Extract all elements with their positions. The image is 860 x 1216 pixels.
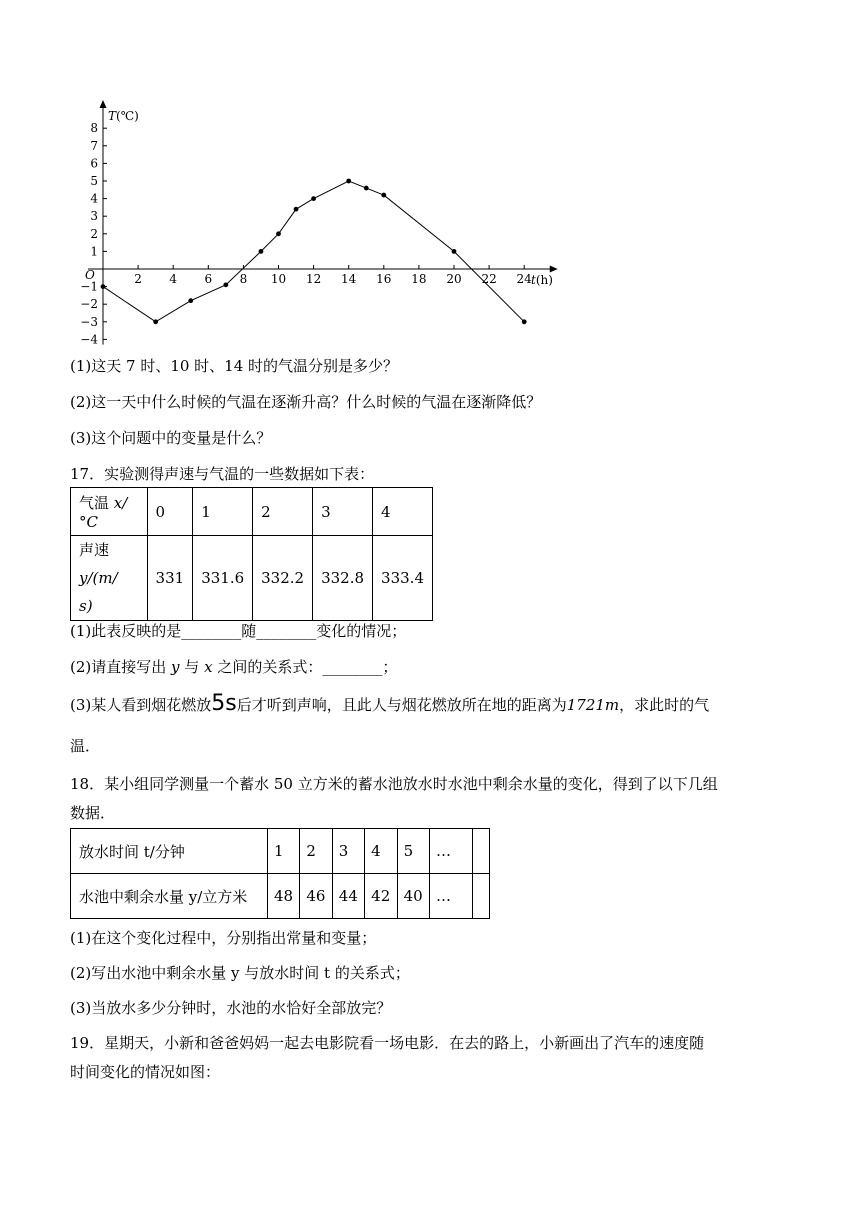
table-cell: … — [430, 829, 473, 874]
data-point — [259, 249, 264, 254]
y-tick-label: 2 — [90, 226, 98, 241]
data-point — [452, 249, 457, 254]
temperature-chart — [70, 98, 570, 358]
q17-table — [70, 487, 433, 621]
q18-part1: (1)在这个变化过程中，分别指出常量和变量； — [70, 929, 377, 947]
table-cell: 水池中剩余水量 y/立方米 — [71, 874, 268, 919]
table-cell: 331 — [147, 536, 193, 621]
table-cell: 2 — [253, 488, 313, 536]
table-cell: 声速 y/(m/ s) — [71, 536, 148, 621]
x-tick-label: 22 — [481, 272, 497, 286]
x-tick-label: 14 — [341, 272, 357, 286]
table-cell: 2 — [300, 829, 332, 874]
table-cell: 40 — [397, 874, 429, 919]
data-point — [101, 284, 106, 289]
temperature-line — [103, 181, 524, 322]
table-row — [71, 536, 433, 621]
table-cell: 5 — [397, 829, 429, 874]
table-row — [71, 488, 433, 536]
y-tick-label: 7 — [90, 138, 98, 153]
q16-part2: (2)这一天中什么时候的气温在逐渐升高？什么时候的气温在逐渐降低？ — [70, 393, 542, 411]
q16-part3: (3)这个问题中的变量是什么？ — [70, 429, 272, 447]
y-tick-label: −4 — [80, 332, 98, 347]
table-cell: … — [430, 874, 473, 919]
chart-ticks — [80, 121, 532, 346]
q18-stem-line2: 数据． — [70, 804, 116, 822]
y-axis-label: T(℃) — [108, 109, 139, 123]
y-tick-label: −3 — [80, 314, 98, 329]
data-point — [153, 319, 158, 324]
y-tick-label: 5 — [90, 174, 98, 188]
y-tick-label: 4 — [90, 191, 98, 206]
q17-part1: (1)此表反映的是________随________变化的情况； — [70, 622, 407, 640]
data-point — [381, 193, 386, 198]
table-cell: 1 — [268, 829, 300, 874]
q16-part1: (1)这天 7 时、10 时、14 时的气温分别是多少？ — [70, 357, 399, 375]
x-tick-label: 6 — [204, 272, 213, 286]
table-row — [71, 829, 490, 874]
data-point — [188, 298, 193, 303]
table-cell: 46 — [300, 874, 332, 919]
data-point — [276, 231, 281, 236]
data-point — [522, 319, 527, 324]
table-cell: 4 — [365, 829, 397, 874]
data-point — [346, 179, 351, 184]
table-row — [71, 874, 490, 919]
q18-table — [70, 828, 490, 919]
x-tick-label: 12 — [305, 272, 322, 286]
table-cell — [473, 874, 490, 919]
y-tick-label: −2 — [80, 297, 98, 312]
chart-axes — [88, 100, 558, 345]
x-tick-label: 16 — [376, 272, 392, 286]
q17-stem: 17．实验测得声速与气温的一些数据如下表： — [70, 465, 375, 483]
q19-stem-line1: 19．星期天，小新和爸爸妈妈一起去电影院看一场电影．在去的路上，小新画出了汽车的速度随 — [70, 1034, 705, 1052]
table-cell: 42 — [365, 874, 397, 919]
origin-label: O — [85, 268, 95, 282]
q19-stem-line2: 时间变化的情况如图： — [70, 1063, 221, 1081]
chart-series — [101, 179, 527, 325]
x-axis-arrow — [550, 266, 558, 273]
table-cell: 332.8 — [313, 536, 373, 621]
table-cell: 3 — [332, 829, 364, 874]
x-tick-label: 24 — [516, 272, 532, 286]
table-cell: 0 — [147, 488, 193, 536]
table-cell: 331.6 — [193, 536, 253, 621]
y-tick-label: 8 — [90, 121, 98, 136]
table-cell: 333.4 — [373, 536, 433, 621]
x-tick-label: 18 — [411, 272, 427, 286]
y-tick-label: 3 — [90, 209, 98, 224]
x-tick-label: 8 — [239, 272, 248, 286]
data-point — [223, 282, 228, 287]
data-point — [294, 207, 299, 212]
table-cell: 3 — [313, 488, 373, 536]
table-cell: 放水时间 t/分钟 — [71, 829, 268, 874]
x-tick-label: 20 — [446, 272, 462, 286]
data-point — [311, 196, 316, 201]
y-axis-arrow — [100, 100, 107, 108]
table-cell: 332.2 — [253, 536, 313, 621]
q18-part2: (2)写出水池中剩余水量 y 与放水时间 t 的关系式； — [70, 964, 410, 982]
table-cell: 4 — [373, 488, 433, 536]
x-tick-label: 4 — [169, 272, 178, 286]
y-tick-label: 6 — [90, 156, 98, 171]
table-cell: 1 — [193, 488, 253, 536]
x-axis-label: t(h) — [531, 273, 553, 287]
x-tick-label: 2 — [134, 272, 142, 286]
table-cell — [473, 829, 490, 874]
table-cell: 48 — [268, 874, 300, 919]
q17-part3-cont: 温． — [70, 737, 101, 755]
q18-stem-line1: 18．某小组同学测量一个蓄水 50 立方米的蓄水池放水时水池中剩余水量的变化，得到了以下几组 — [70, 775, 718, 793]
q18-part3: (3)当放水多少分钟时，水池的水恰好全部放完？ — [70, 999, 392, 1017]
q17-part3: (3)某人看到烟花燃放5s后才听到声响，且此人与烟花燃放所在地的距离为1721m，求此时的气 — [70, 691, 710, 716]
y-tick-label: 1 — [90, 244, 98, 259]
x-tick-label: 10 — [270, 272, 287, 286]
table-cell: 44 — [332, 874, 364, 919]
table-cell: 气温 x/°C — [71, 488, 148, 536]
data-point — [364, 186, 369, 191]
q17-part2: (2)请直接写出 y 与 x 之间的关系式：________； — [70, 658, 398, 676]
y-tick-label: −1 — [80, 279, 98, 294]
